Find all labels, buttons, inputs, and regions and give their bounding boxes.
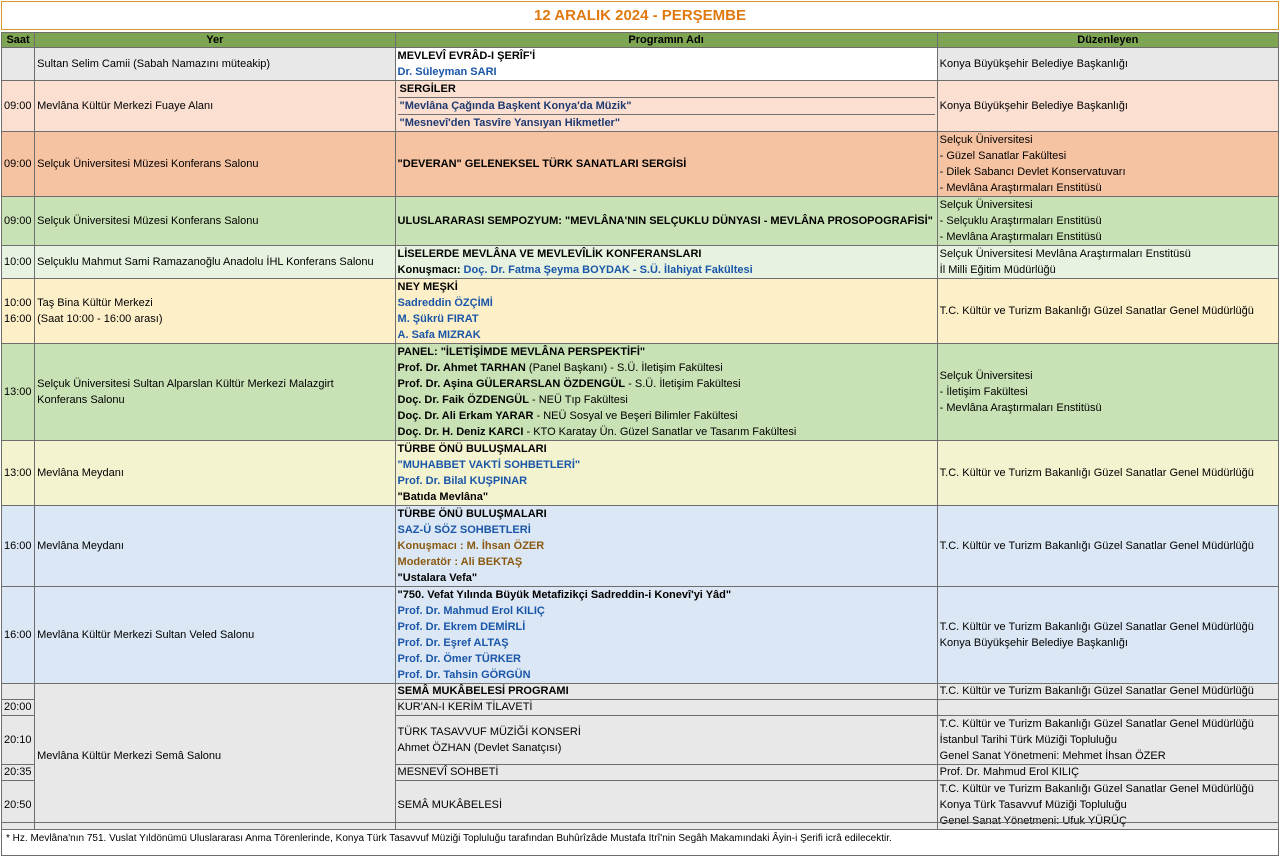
table-row bbox=[2, 48, 1279, 81]
schedule-table bbox=[1, 32, 1279, 830]
duzenleyen-cell bbox=[937, 344, 1278, 441]
duzenleyen-cell: T.C. Kültür ve Turizm Bakanlığı Güzel Sanatlar Genel Müdürlüğü bbox=[937, 441, 1278, 506]
organizer-line: Genel Sanat Yönetmeni: Ufuk YÜRÜÇ bbox=[939, 815, 1127, 827]
yer-cell: Mevlâna Kültür Merkezi Sultan Veled Salonu bbox=[35, 587, 395, 684]
program-person: Prof. Dr. Ömer TÜRKER bbox=[397, 653, 521, 665]
organizer-line: Selçuk Üniversitesi bbox=[939, 134, 1033, 146]
yer-cell: Selçuk Üniversitesi Müzesi Konferans Salonu bbox=[35, 132, 395, 197]
table-row bbox=[2, 344, 1279, 441]
program-title: TÜRBE ÖNÜ BULUŞMALARI bbox=[397, 508, 547, 520]
table-row bbox=[2, 506, 1279, 587]
venue-line: Taş Bina Kültür Merkezi bbox=[37, 297, 153, 309]
speaker-name: Prof. Dr. Aşina GÜLERARSLAN ÖZDENGÜL bbox=[397, 378, 626, 390]
organizer-line: T.C. Kültür ve Turizm Bakanlığı Güzel Sanatlar Genel Müdürlüğü bbox=[939, 718, 1254, 730]
table-row bbox=[2, 279, 1279, 344]
program-person: Prof. Dr. Bilal KUŞPINAR bbox=[397, 475, 528, 487]
program-person: Prof. Dr. Mahmud Erol KILIÇ bbox=[397, 605, 545, 617]
program-person: M. Şükrü FIRAT bbox=[397, 313, 479, 325]
program-subtitle: SAZ-Ü SÖZ SOHBETLERİ bbox=[397, 524, 531, 536]
program-cell: "DEVERAN" GELENEKSEL TÜRK SANATLARI SERGİSİ bbox=[395, 132, 937, 197]
organizer-line: Selçuk Üniversitesi Mevlâna Araştırmaları Enstitüsü bbox=[939, 248, 1191, 260]
yer-cell: Mevlâna Meydanı bbox=[35, 441, 395, 506]
program-title: LİSELERDE MEVLÂNA VE MEVLEVÎLİK KONFERANSLARI bbox=[397, 248, 702, 260]
program-title: "750. Vefat Yılında Büyük Metafizikçi Sadreddin-i Konevî'yi Yâd" bbox=[397, 589, 732, 601]
yer-cell: Sultan Selim Camii (Sabah Namazını müteakip) bbox=[35, 48, 395, 81]
organizer-line: - İletişim Fakültesi bbox=[939, 386, 1028, 398]
yer-cell: Mevlâna Kültür Merkezi Fuaye Alanı bbox=[35, 81, 395, 132]
saat-cell bbox=[2, 279, 35, 344]
program-cell bbox=[395, 48, 937, 81]
program-cell bbox=[395, 587, 937, 684]
venue-line: Konferans Salonu bbox=[37, 394, 125, 406]
speaker-role: - S.Ü. İletişim Fakültesi bbox=[625, 378, 741, 390]
table-row bbox=[2, 587, 1279, 684]
program-item: "Mesnevî'den Tasvîre Yansıyan Hikmetler" bbox=[398, 114, 935, 131]
program-topic: "Ustalara Vefa" bbox=[397, 572, 478, 584]
yer-cell: Selçuk Üniversitesi Müzesi Konferans Salonu bbox=[35, 197, 395, 246]
saat-cell: 13:00 bbox=[2, 441, 35, 506]
time-start: 10:00 bbox=[4, 297, 32, 309]
program-speaker: Konuşmacı : M. İhsan ÖZER bbox=[397, 540, 545, 552]
organizer-line: Konya Büyükşehir Belediye Başkanlığı bbox=[939, 637, 1128, 649]
speaker-name: Doç. Dr. Fatma Şeyma BOYDAK - S.Ü. İlahiyat Fakültesi bbox=[463, 264, 753, 276]
program-person: A. Safa MIZRAK bbox=[397, 329, 481, 341]
table-row bbox=[2, 81, 1279, 132]
header-duzenleyen: Düzenleyen bbox=[937, 33, 1278, 48]
organizer-line: Konya Türk Tasavvuf Müziği Topluluğu bbox=[939, 799, 1127, 811]
saat-cell: 20:00 bbox=[2, 700, 35, 716]
duzenleyen-cell bbox=[937, 700, 1278, 716]
program-cell bbox=[395, 246, 937, 279]
speaker-label: Konuşmacı: bbox=[397, 264, 464, 276]
footnote: * Hz. Mevlâna'nın 751. Vuslat Yıldönümü Uluslararası Anma Törenlerinde, Konya Türk Tasavvuf Müziği Topluluğu tarafından Buhûrîzâde Mustafa Itrî'nin Segâh Makamındaki Âyin-i Şerifi icrâ edilecektir. bbox=[1, 822, 1279, 856]
program-title: TÜRK TASAVVUF MÜZİĞİ KONSERİ bbox=[397, 726, 581, 738]
speaker-name: Doç. Dr. Faik ÖZDENGÜL bbox=[397, 394, 529, 406]
program-cell bbox=[395, 81, 937, 132]
duzenleyen-cell bbox=[937, 197, 1278, 246]
table-row bbox=[2, 684, 1279, 700]
program-cell: ULUSLARARASI SEMPOZYUM: "MEVLÂNA'NIN SELÇUKLU DÜNYASI - MEVLÂNA PROSOPOGRAFİSİ" bbox=[395, 197, 937, 246]
organizer-line: İl Milli Eğitim Müdürlüğü bbox=[939, 264, 1056, 276]
organizer-line: - Selçuklu Araştırmaları Enstitüsü bbox=[939, 215, 1102, 227]
saat-cell: 09:00 bbox=[2, 197, 35, 246]
yer-cell bbox=[35, 344, 395, 441]
program-cell: SEMÂ MUKÂBELESİ PROGRAMI bbox=[395, 684, 937, 700]
program-cell bbox=[395, 344, 937, 441]
organizer-line: T.C. Kültür ve Turizm Bakanlığı Güzel Sanatlar Genel Müdürlüğü bbox=[939, 783, 1254, 795]
program-person: Ahmet ÖZHAN (Devlet Sanatçısı) bbox=[397, 742, 562, 754]
duzenleyen-cell: T.C. Kültür ve Turizm Bakanlığı Güzel Sanatlar Genel Müdürlüğü bbox=[937, 506, 1278, 587]
table-row bbox=[2, 246, 1279, 279]
organizer-line: - Mevlâna Araştırmaları Enstitüsü bbox=[939, 402, 1102, 414]
time-end: 16:00 bbox=[4, 313, 32, 325]
speaker-role: - NEÜ Tıp Fakültesi bbox=[528, 394, 628, 406]
header-program: Programın Adı bbox=[395, 33, 937, 48]
header-saat: Saat bbox=[2, 33, 35, 48]
program-title: TÜRBE ÖNÜ BULUŞMALARI bbox=[397, 443, 547, 455]
table-row bbox=[2, 197, 1279, 246]
speaker-name: Doç. Dr. H. Deniz KARCI bbox=[397, 426, 524, 438]
program-title: NEY MEŞKİ bbox=[397, 281, 458, 293]
saat-cell: 20:35 bbox=[2, 765, 35, 781]
organizer-line: İstanbul Tarihi Türk Müziği Topluluğu bbox=[939, 734, 1117, 746]
venue-line: Selçuk Üniversitesi Sultan Alparslan Kültür Merkezi Malazgirt bbox=[37, 378, 334, 390]
saat-cell: 10:00 bbox=[2, 246, 35, 279]
speaker-role: (Panel Başkanı) - S.Ü. İletişim Fakültesi bbox=[525, 362, 723, 374]
program-cell bbox=[395, 716, 937, 765]
saat-cell: 13:00 bbox=[2, 344, 35, 441]
program-title: PANEL: "İLETİŞİMDE MEVLÂNA PERSPEKTİFİ" bbox=[397, 346, 646, 358]
organizer-line: - Dilek Sabancı Devlet Konservatuvarı bbox=[939, 166, 1126, 178]
organizer-line: T.C. Kültür ve Turizm Bakanlığı Güzel Sanatlar Genel Müdürlüğü bbox=[939, 621, 1254, 633]
saat-cell: 20:10 bbox=[2, 716, 35, 765]
program-subtitle: "MUHABBET VAKTİ SOHBETLERİ" bbox=[397, 459, 581, 471]
organizer-line: - Mevlâna Araştırmaları Enstitüsü bbox=[939, 182, 1102, 194]
duzenleyen-cell: Konya Büyükşehir Belediye Başkanlığı bbox=[937, 48, 1278, 81]
speaker-name: Doç. Dr. Ali Erkam YARAR bbox=[397, 410, 534, 422]
duzenleyen-cell: T.C. Kültür ve Turizm Bakanlığı Güzel Sanatlar Genel Müdürlüğü bbox=[937, 279, 1278, 344]
program-cell: SEMÂ MUKÂBELESİ bbox=[395, 781, 937, 830]
duzenleyen-cell: Konya Büyükşehir Belediye Başkanlığı bbox=[937, 81, 1278, 132]
program-title: SERGİLER bbox=[399, 83, 456, 95]
organizer-line: Genel Sanat Yönetmeni: Mehmet İhsan ÖZER bbox=[939, 750, 1166, 762]
program-title: MEVLEVÎ EVRÂD-I ŞERÎF'İ bbox=[397, 50, 536, 62]
yer-cell bbox=[35, 279, 395, 344]
program-cell: KUR'AN-I KERİM TİLAVETİ bbox=[395, 700, 937, 716]
program-person: Sadreddin ÖZÇİMİ bbox=[397, 297, 493, 309]
speaker-role: - NEÜ Sosyal ve Beşeri Bilimler Fakültesi bbox=[533, 410, 738, 422]
duzenleyen-cell: Prof. Dr. Mahmud Erol KILIÇ bbox=[937, 765, 1278, 781]
saat-cell bbox=[2, 684, 35, 700]
speaker-role: - KTO Karatay Ün. Güzel Sanatlar ve Tasarım Fakültesi bbox=[523, 426, 797, 438]
program-person: Prof. Dr. Ekrem DEMİRLİ bbox=[397, 621, 526, 633]
yer-cell: Mevlâna Meydanı bbox=[35, 506, 395, 587]
program-cell bbox=[395, 279, 937, 344]
program-topic: "Batıda Mevlâna" bbox=[397, 491, 489, 503]
saat-cell bbox=[2, 48, 35, 81]
header-yer: Yer bbox=[35, 33, 395, 48]
program-person: Dr. Süleyman SARI bbox=[397, 66, 497, 78]
duzenleyen-cell bbox=[937, 587, 1278, 684]
saat-cell: 09:00 bbox=[2, 81, 35, 132]
saat-cell: 16:00 bbox=[2, 506, 35, 587]
program-cell bbox=[395, 506, 937, 587]
organizer-line: - Mevlâna Araştırmaları Enstitüsü bbox=[939, 231, 1102, 243]
duzenleyen-cell bbox=[937, 132, 1278, 197]
organizer-line: - Güzel Sanatlar Fakültesi bbox=[939, 150, 1067, 162]
page-title: 12 ARALIK 2024 - PERŞEMBE bbox=[1, 1, 1279, 30]
program-moderator: Moderatör : Ali BEKTAŞ bbox=[397, 556, 523, 568]
table-row bbox=[2, 441, 1279, 506]
duzenleyen-cell: T.C. Kültür ve Turizm Bakanlığı Güzel Sanatlar Genel Müdürlüğü bbox=[937, 684, 1278, 700]
organizer-line: Selçuk Üniversitesi bbox=[939, 370, 1033, 382]
saat-cell: 16:00 bbox=[2, 587, 35, 684]
saat-cell: 09:00 bbox=[2, 132, 35, 197]
yer-cell: Mevlâna Kültür Merkezi Semâ Salonu bbox=[35, 684, 395, 830]
organizer-line: Selçuk Üniversitesi bbox=[939, 199, 1033, 211]
duzenleyen-cell bbox=[937, 716, 1278, 765]
program-person: Prof. Dr. Tahsin GÖRGÜN bbox=[397, 669, 531, 681]
speaker-name: Prof. Dr. Ahmet TARHAN bbox=[397, 362, 526, 374]
table-row bbox=[2, 132, 1279, 197]
header-row bbox=[2, 33, 1279, 48]
program-item: "Mevlâna Çağında Başkent Konya'da Müzik" bbox=[398, 97, 935, 114]
venue-line: (Saat 10:00 - 16:00 arası) bbox=[37, 313, 163, 325]
program-cell: MESNEVÎ SOHBETİ bbox=[395, 765, 937, 781]
program-cell bbox=[395, 441, 937, 506]
program-person: Prof. Dr. Eşref ALTAŞ bbox=[397, 637, 509, 649]
saat-cell: 20:50 bbox=[2, 781, 35, 830]
duzenleyen-cell bbox=[937, 246, 1278, 279]
yer-cell: Selçuklu Mahmut Sami Ramazanoğlu Anadolu İHL Konferans Salonu bbox=[35, 246, 395, 279]
